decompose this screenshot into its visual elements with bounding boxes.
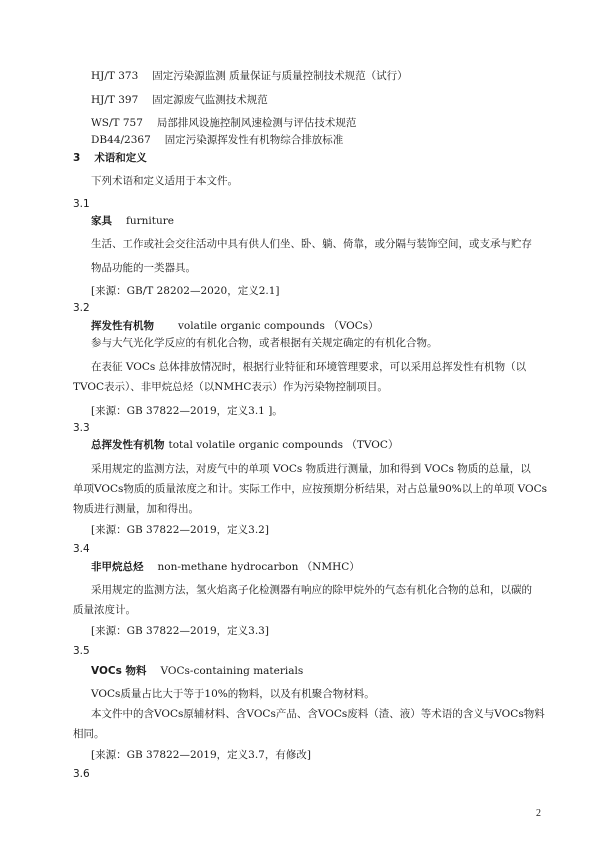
ref-line <box>91 133 343 147</box>
ref-code: WS/T 757 <box>91 117 143 129</box>
source-citation: [来源：GB 37822—2019，定义3.7，有修改] <box>91 749 311 761</box>
ref-title: 固定污染源监测 质量保证与质量控制技术规范（试行） <box>152 70 408 82</box>
source-citation: [来源：GB 37822—2019，定义3.3] <box>91 625 269 637</box>
term-heading <box>91 560 360 574</box>
source-citation: [来源：GB 37822—2019，定义3.1 ]。 <box>91 405 283 417</box>
definition-line: 在表征 VOCs 总体排放情况时，根据行业特征和环境管理要求，可以采用总挥发性有机物（以 <box>91 361 527 373</box>
source-citation: [来源：GB 37822—2019，定义3.2] <box>91 524 269 536</box>
term-number: 3.3 <box>73 422 90 434</box>
term-en: VOCs-containing materials <box>160 665 304 677</box>
definition-line: 物质进行测量，加和得出。 <box>73 503 199 515</box>
term-en: non-methane hydrocarbon （NMHC） <box>157 561 360 573</box>
ref-line <box>91 69 408 83</box>
definition-line: 采用规定的监测方法，氢火焰离子化检测器有响应的除甲烷外的气态有机化合物的总和，以碳的 <box>91 584 532 596</box>
term-en: furniture <box>126 215 175 227</box>
ref-title: 固定污染源挥发性有机物综合排放标准 <box>164 134 344 146</box>
ref-line <box>91 116 356 130</box>
section-heading <box>73 151 147 165</box>
term-number: 3.1 <box>73 198 90 210</box>
ref-code: HJ/T 373 <box>91 70 139 82</box>
ref-code: DB44/2367 <box>91 134 151 146</box>
term-zh: 非甲烷总烃 <box>91 561 144 573</box>
ref-line <box>91 93 268 107</box>
term-zh: 挥发性有机物 <box>91 320 154 332</box>
definition-line: 生活、工作或社会交往活动中具有供人们坐、卧、躺、倚靠，或分隔与装饰空间，或支承与贮存 <box>91 238 532 250</box>
definition-line: 质量浓度计。 <box>73 604 136 616</box>
term-heading <box>91 319 379 333</box>
definition-line: 参与大气光化学反应的有机化合物，或者根据有关规定确定的有机化合物。 <box>91 337 438 349</box>
source-citation: [来源：GB/T 28202—2020，定义2.1] <box>91 285 280 297</box>
term-number: 3.2 <box>73 302 90 314</box>
section-intro: 下列术语和定义适用于本文件。 <box>91 175 238 187</box>
term-zh: VOCs 物料 <box>91 665 147 677</box>
definition-line: 相同。 <box>73 728 105 740</box>
term-number: 3.5 <box>73 645 90 657</box>
page-number: 2 <box>536 808 541 819</box>
term-number: 3.6 <box>73 768 90 780</box>
definition-line: 本文件中的含VOCs原辅材料、含VOCs产品、含VOCs废料（渣、液）等术语的含义与VOCs物料 <box>91 708 545 720</box>
term-heading <box>91 438 398 452</box>
term-number: 3.4 <box>73 543 90 555</box>
definition-line: 物品功能的一类器具。 <box>91 262 196 274</box>
definition-line: 单项VOCs物质的质量浓度之和计。实际工作中，应按预期分析结果，对占总量90%以上的单项 VOCs <box>73 483 548 495</box>
term-zh: 家具 <box>91 215 112 227</box>
ref-code: HJ/T 397 <box>91 94 139 106</box>
section-number: 3 <box>73 152 81 164</box>
term-en: total volatile organic compounds （TVOC） <box>168 439 399 451</box>
term-zh: 总挥发性有机物 <box>91 439 165 451</box>
definition-line: 采用规定的监测方法，对废气中的单项 VOCs 物质进行测量，加和得到 VOCs 物质的总量，以 <box>91 463 531 475</box>
definition-line: VOCs质量占比大于等于10%的物料，以及有机聚合物材料。 <box>91 688 375 700</box>
ref-title: 固定源废气监测技术规范 <box>152 94 268 106</box>
ref-title: 局部排风设施控制风速检测与评估技术规范 <box>156 117 357 129</box>
term-heading <box>91 664 303 678</box>
section-title: 术语和定义 <box>94 152 147 164</box>
term-en: volatile organic compounds （VOCs） <box>178 320 379 332</box>
definition-line: TVOC表示）、非甲烷总烃（以NMHC表示）作为污染物控制项目。 <box>73 381 388 393</box>
term-heading <box>91 214 174 228</box>
